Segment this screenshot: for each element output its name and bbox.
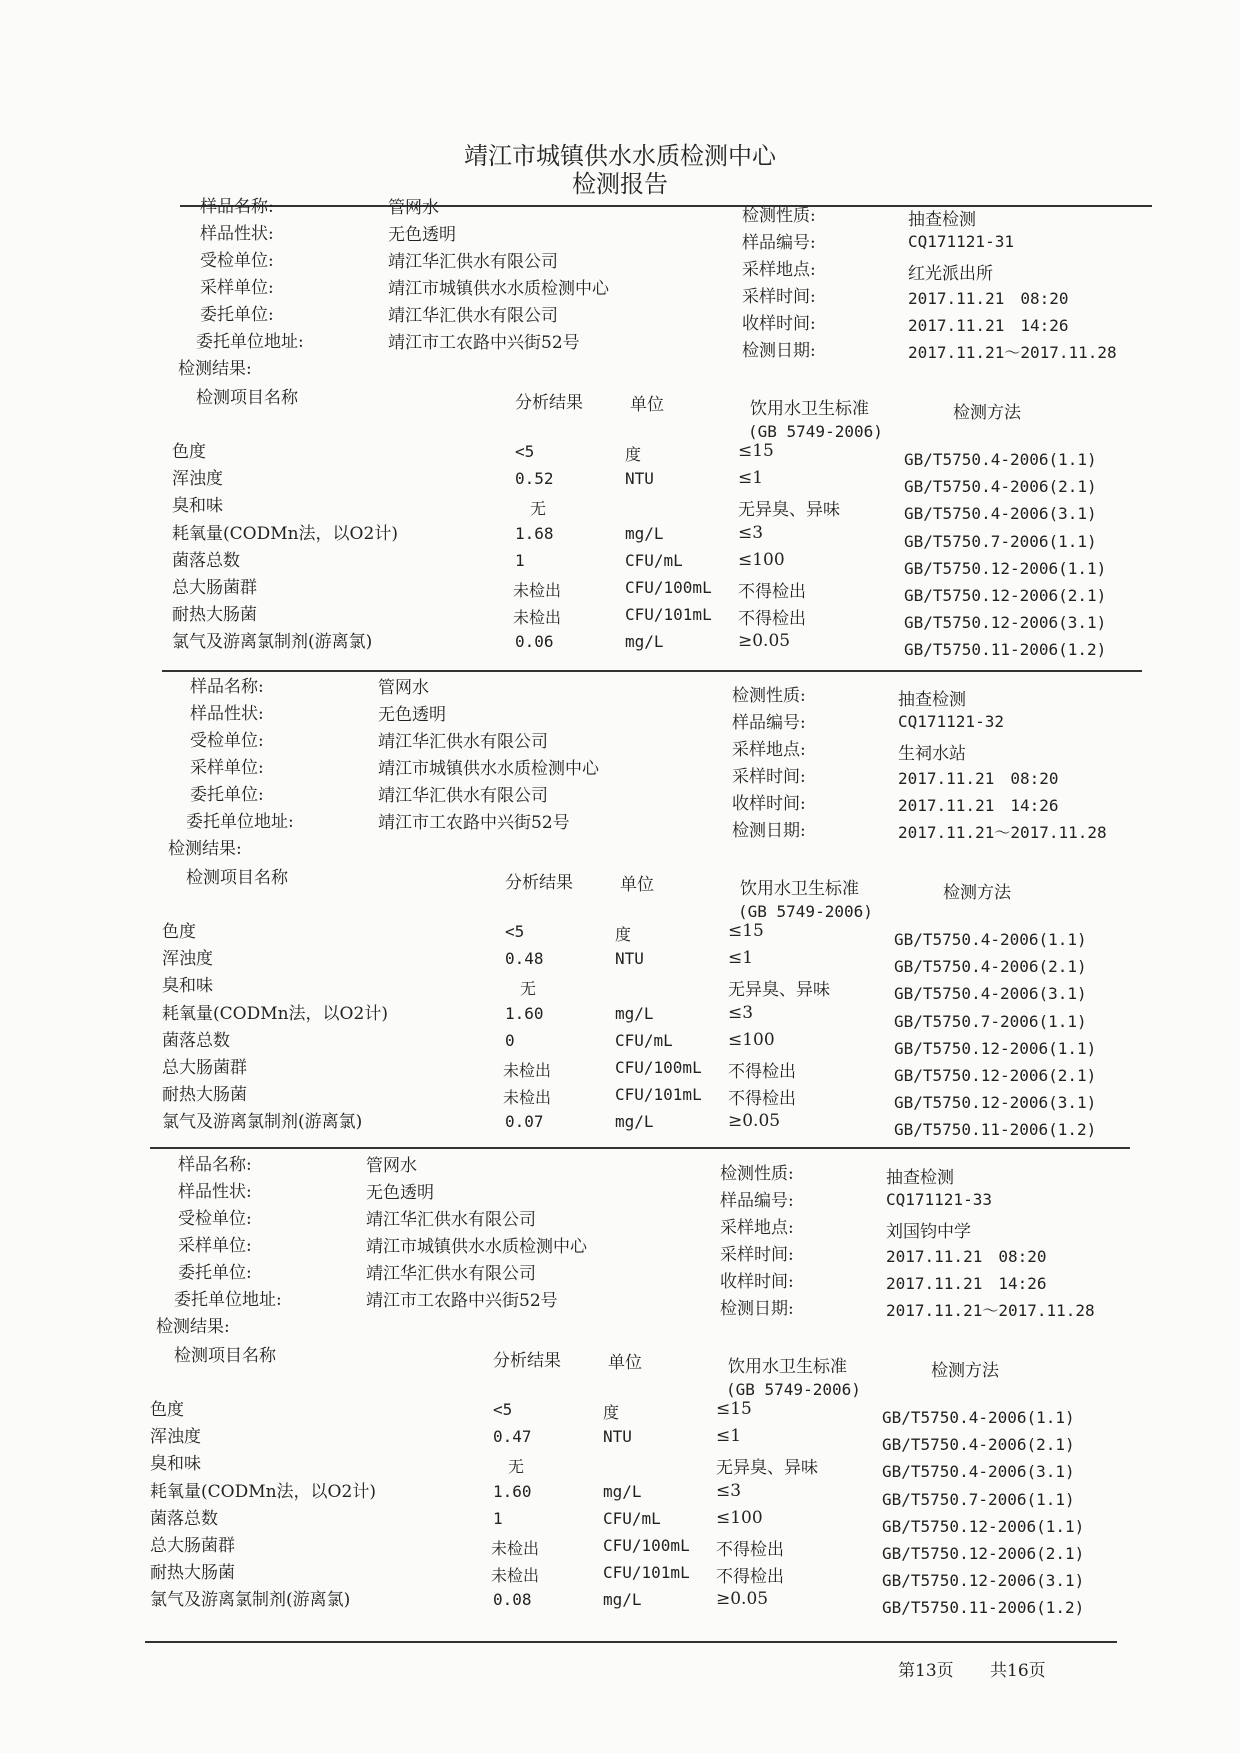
cell-standard: ≤15 [738, 441, 774, 461]
cell-unit: 度 [625, 445, 642, 464]
cell-item: 耐热大肠菌 [162, 1085, 247, 1106]
info-label: 受检单位: [200, 251, 274, 271]
cell-item: 耗氧量(CODMn法，以O2计) [162, 1003, 388, 1024]
info-label: 委托单位地址: [186, 812, 294, 832]
info-value: 靖江华汇供水有限公司 [378, 732, 548, 752]
cell-method: GB/T5750.12-2006(2.1) [904, 586, 1107, 605]
cell-unit: CFU/100mL [615, 1058, 702, 1077]
info-value: CQ171121-32 [898, 712, 1004, 731]
cell-result: 1.60 [493, 1481, 532, 1501]
cell-standard: ≤1 [728, 948, 754, 969]
section-rule [150, 1147, 1130, 1149]
info-label: 委托单位: [200, 305, 274, 325]
info-label: 采样时间: [732, 767, 806, 787]
cell-result: <5 [493, 1400, 513, 1419]
info-value: 靖江市城镇供水水质检测中心 [388, 279, 609, 299]
info-label: 样品性状: [178, 1182, 252, 1202]
cell-result: <5 [515, 442, 535, 461]
col-item: 检测项目名称 [174, 1346, 276, 1366]
cell-unit: CFU/mL [603, 1508, 661, 1528]
col-method: 检测方法 [953, 403, 1021, 423]
col-item: 检测项目名称 [196, 388, 298, 408]
page-number: 第13页 [898, 1661, 954, 1681]
info-value: 靖江华汇供水有限公司 [388, 252, 558, 272]
info-value: 刘国钧中学 [886, 1222, 971, 1242]
cell-method: GB/T5750.12-2006(1.1) [894, 1038, 1097, 1058]
info-label: 检测日期: [720, 1299, 794, 1319]
info-label: 样品编号: [732, 713, 806, 733]
cell-method: GB/T5750.7-2006(1.1) [894, 1011, 1087, 1031]
cell-result: 1.60 [505, 1003, 544, 1023]
info-label: 样品编号: [742, 233, 816, 253]
cell-standard: ≤3 [738, 522, 764, 543]
cell-unit: 度 [615, 925, 632, 944]
cell-unit: CFU/100mL [603, 1536, 690, 1555]
cell-item: 菌落总数 [150, 1508, 218, 1529]
cell-result: 1 [515, 550, 525, 570]
cell-standard: 无异臭、异味 [716, 1458, 818, 1479]
info-label: 检测性质: [742, 206, 816, 226]
info-value: 靖江华汇供水有限公司 [388, 306, 558, 326]
info-value: 靖江华汇供水有限公司 [366, 1264, 536, 1284]
info-label: 样品性状: [200, 224, 274, 244]
info-label: 样品编号: [720, 1191, 794, 1211]
cell-result: 未检出 [491, 1539, 540, 1558]
cell-method: GB/T5750.4-2006(3.1) [904, 504, 1097, 524]
info-label: 样品名称: [190, 677, 264, 697]
cell-method: GB/T5750.4-2006(1.1) [894, 930, 1087, 949]
cell-standard: 不得检出 [716, 1567, 784, 1588]
cell-item: 色度 [172, 442, 206, 462]
info-label: 收样时间: [732, 794, 806, 814]
cell-result: 1.68 [515, 523, 554, 543]
info-value: CQ171121-31 [908, 232, 1014, 251]
info-value: 抽查检测 [886, 1168, 954, 1188]
info-label: 收样时间: [720, 1272, 794, 1292]
col-item: 检测项目名称 [186, 868, 288, 888]
cell-standard: ≤3 [716, 1480, 742, 1501]
col-standard-ref: (GB 5749-2006) [748, 422, 883, 441]
col-standard: 饮用水卫生标准 [740, 879, 859, 899]
cell-item: 菌落总数 [162, 1030, 230, 1051]
info-value: 2017.11.21 08:20 [908, 289, 1069, 308]
cell-result: 无 [508, 1457, 525, 1477]
cell-result: 1 [493, 1508, 503, 1528]
info-label: 采样地点: [732, 740, 806, 760]
cell-result: 无 [530, 499, 547, 519]
cell-item: 臭和味 [150, 1454, 201, 1475]
info-label: 采样地点: [720, 1218, 794, 1238]
cell-result: 未检出 [513, 581, 562, 600]
info-value: 靖江市城镇供水水质检测中心 [378, 759, 599, 779]
info-value: 2017.11.21 08:20 [898, 769, 1059, 788]
cell-method: GB/T5750.7-2006(1.1) [904, 531, 1097, 551]
cell-unit: mg/L [625, 523, 664, 543]
cell-item: 耗氧量(CODMn法，以O2计) [150, 1481, 376, 1502]
cell-unit: CFU/mL [615, 1030, 673, 1050]
info-label: 委托单位地址: [174, 1290, 282, 1310]
cell-standard: 不得检出 [738, 582, 806, 602]
cell-unit: CFU/100mL [625, 578, 712, 597]
cell-item: 臭和味 [172, 496, 223, 517]
cell-standard: ≥0.05 [738, 631, 791, 652]
cell-method: GB/T5750.12-2006(1.1) [904, 558, 1107, 578]
col-method: 检测方法 [943, 883, 1011, 903]
cell-item: 浑浊度 [172, 469, 223, 490]
cell-method: GB/T5750.4-2006(1.1) [904, 450, 1097, 469]
info-label: 采样时间: [742, 287, 816, 307]
info-value: 2017.11.21 14:26 [898, 796, 1059, 815]
info-label: 委托单位地址: [196, 332, 304, 352]
cell-item: 臭和味 [162, 976, 213, 997]
cell-unit: NTU [625, 469, 654, 489]
cell-item: 总大肠菌群 [150, 1536, 235, 1556]
cell-standard: ≤1 [716, 1426, 742, 1447]
col-standard-ref: (GB 5749-2006) [738, 902, 873, 921]
info-value: 无色透明 [378, 705, 446, 725]
results-label: 检测结果: [178, 359, 252, 379]
cell-item: 浑浊度 [150, 1427, 201, 1448]
cell-result: 0 [505, 1030, 515, 1050]
info-value: 管网水 [366, 1156, 417, 1176]
cell-item: 色度 [162, 922, 196, 942]
cell-method: GB/T5750.11-2006(1.2) [882, 1598, 1085, 1618]
col-method: 检测方法 [931, 1361, 999, 1381]
info-value: 靖江市城镇供水水质检测中心 [366, 1237, 587, 1257]
info-label: 委托单位: [178, 1263, 252, 1283]
cell-result: 0.07 [505, 1112, 544, 1132]
info-value: 靖江华汇供水有限公司 [378, 786, 548, 806]
cell-method: GB/T5750.7-2006(1.1) [882, 1489, 1075, 1509]
info-value: 生祠水站 [898, 744, 966, 764]
cell-item: 耗氧量(CODMn法，以O2计) [172, 523, 398, 544]
cell-unit: CFU/101mL [615, 1085, 702, 1105]
cell-standard: ≤100 [738, 549, 785, 570]
cell-result: 0.52 [515, 469, 554, 489]
cell-standard: 无异臭、异味 [728, 980, 830, 1001]
cell-item: 氯气及游离氯制剂(游离氯) [162, 1112, 363, 1133]
cell-method: GB/T5750.12-2006(2.1) [894, 1066, 1097, 1085]
cell-standard: 不得检出 [716, 1540, 784, 1560]
cell-unit: CFU/101mL [625, 605, 712, 625]
info-label: 样品名称: [200, 197, 274, 217]
info-label: 收样时间: [742, 314, 816, 334]
info-value: 无色透明 [366, 1183, 434, 1203]
cell-standard: 无异臭、异味 [738, 500, 840, 521]
info-value: 靖江市工农路中兴街52号 [388, 333, 580, 353]
cell-method: GB/T5750.4-2006(2.1) [894, 957, 1087, 977]
cell-unit: mg/L [615, 1003, 654, 1023]
cell-unit: CFU/101mL [603, 1563, 690, 1583]
cell-unit: NTU [615, 949, 644, 969]
cell-standard: ≥0.05 [728, 1111, 781, 1132]
cell-method: GB/T5750.12-2006(3.1) [894, 1093, 1097, 1113]
info-label: 委托单位: [190, 785, 264, 805]
cell-item: 总大肠菌群 [172, 578, 257, 598]
col-unit: 单位 [608, 1353, 642, 1373]
cell-standard: 不得检出 [728, 1062, 796, 1082]
cell-standard: ≤3 [728, 1002, 754, 1023]
cell-method: GB/T5750.12-2006(2.1) [882, 1544, 1085, 1563]
info-label: 检测性质: [732, 686, 806, 706]
cell-standard: ≤15 [728, 921, 764, 941]
cell-result: 0.47 [493, 1427, 532, 1447]
info-value: 2017.11.21～2017.11.28 [908, 343, 1117, 362]
cell-item: 氯气及游离氯制剂(游离氯) [150, 1590, 351, 1611]
cell-unit: mg/L [625, 632, 664, 652]
cell-item: 浑浊度 [162, 949, 213, 970]
info-value: 管网水 [378, 678, 429, 698]
cell-standard: ≤100 [728, 1029, 775, 1050]
cell-result: 未检出 [491, 1566, 540, 1586]
cell-item: 总大肠菌群 [162, 1058, 247, 1078]
cell-method: GB/T5750.12-2006(3.1) [904, 613, 1107, 633]
info-label: 采样单位: [178, 1236, 252, 1256]
bottom-rule [145, 1641, 1117, 1643]
cell-standard: 不得检出 [728, 1089, 796, 1110]
cell-method: GB/T5750.4-2006(2.1) [904, 477, 1097, 497]
cell-method: GB/T5750.12-2006(3.1) [882, 1571, 1085, 1591]
col-result: 分析结果 [493, 1351, 561, 1371]
cell-unit: mg/L [603, 1590, 642, 1610]
info-value: 2017.11.21～2017.11.28 [886, 1301, 1095, 1320]
cell-item: 菌落总数 [172, 550, 240, 571]
section-rule [162, 670, 1142, 672]
info-label: 检测性质: [720, 1164, 794, 1184]
info-label: 样品性状: [190, 704, 264, 724]
info-label: 受检单位: [190, 731, 264, 751]
cell-unit: NTU [603, 1427, 632, 1447]
results-label: 检测结果: [168, 839, 242, 859]
info-value: CQ171121-33 [886, 1190, 992, 1209]
info-label: 采样单位: [190, 758, 264, 778]
cell-item: 耐热大肠菌 [172, 605, 257, 626]
info-label: 采样地点: [742, 260, 816, 280]
info-value: 红光派出所 [908, 264, 993, 284]
info-value: 2017.11.21 14:26 [908, 316, 1069, 335]
cell-result: 未检出 [513, 608, 562, 628]
info-value: 靖江市工农路中兴街52号 [378, 813, 570, 833]
cell-standard: ≤15 [716, 1399, 752, 1419]
cell-standard: ≤1 [738, 468, 764, 489]
col-standard: 饮用水卫生标准 [750, 399, 869, 419]
col-standard-ref: (GB 5749-2006) [726, 1380, 861, 1399]
cell-result: 无 [520, 979, 537, 999]
cell-unit: mg/L [615, 1112, 654, 1132]
info-value: 靖江华汇供水有限公司 [366, 1210, 536, 1230]
cell-unit: CFU/mL [625, 550, 683, 570]
cell-method: GB/T5750.4-2006(3.1) [882, 1462, 1075, 1482]
info-label: 采样单位: [200, 278, 274, 298]
cell-unit: mg/L [603, 1481, 642, 1501]
cell-result: 0.06 [515, 632, 554, 652]
info-label: 样品名称: [178, 1155, 252, 1175]
cell-item: 耐热大肠菌 [150, 1563, 235, 1584]
info-label: 检测日期: [732, 821, 806, 841]
page-total: 共16页 [990, 1661, 1046, 1681]
col-result: 分析结果 [505, 873, 573, 893]
col-unit: 单位 [620, 875, 654, 895]
cell-result: 未检出 [503, 1061, 552, 1080]
cell-item: 氯气及游离氯制剂(游离氯) [172, 632, 373, 653]
info-value: 靖江市工农路中兴街52号 [366, 1291, 558, 1311]
info-label: 受检单位: [178, 1209, 252, 1229]
cell-method: GB/T5750.4-2006(2.1) [882, 1435, 1075, 1455]
info-value: 抽查检测 [898, 690, 966, 710]
cell-unit: 度 [603, 1403, 620, 1422]
cell-method: GB/T5750.11-2006(1.2) [904, 640, 1107, 660]
cell-method: GB/T5750.11-2006(1.2) [894, 1120, 1097, 1140]
cell-result: 0.08 [493, 1590, 532, 1610]
cell-standard: ≤100 [716, 1507, 763, 1528]
cell-method: GB/T5750.4-2006(3.1) [894, 984, 1087, 1004]
cell-result: <5 [505, 922, 525, 941]
cell-item: 色度 [150, 1400, 184, 1420]
org-title: 靖江市城镇供水水质检测中心 [464, 142, 776, 170]
info-value: 2017.11.21 14:26 [886, 1274, 1047, 1293]
info-value: 无色透明 [388, 225, 456, 245]
section-rule [180, 205, 1152, 207]
cell-result: 0.48 [505, 949, 544, 969]
info-value: 2017.11.21 08:20 [886, 1247, 1047, 1266]
info-value: 抽查检测 [908, 210, 976, 230]
col-standard: 饮用水卫生标准 [728, 1357, 847, 1377]
info-value: 2017.11.21～2017.11.28 [898, 823, 1107, 842]
doc-title: 检测报告 [572, 170, 668, 198]
cell-standard: 不得检出 [738, 609, 806, 630]
cell-method: GB/T5750.12-2006(1.1) [882, 1516, 1085, 1536]
cell-standard: ≥0.05 [716, 1589, 769, 1610]
cell-method: GB/T5750.4-2006(1.1) [882, 1408, 1075, 1427]
results-label: 检测结果: [156, 1317, 230, 1337]
col-result: 分析结果 [515, 393, 583, 413]
info-label: 采样时间: [720, 1245, 794, 1265]
cell-result: 未检出 [503, 1088, 552, 1108]
info-value: 管网水 [388, 198, 439, 218]
col-unit: 单位 [630, 395, 664, 415]
info-label: 检测日期: [742, 341, 816, 361]
